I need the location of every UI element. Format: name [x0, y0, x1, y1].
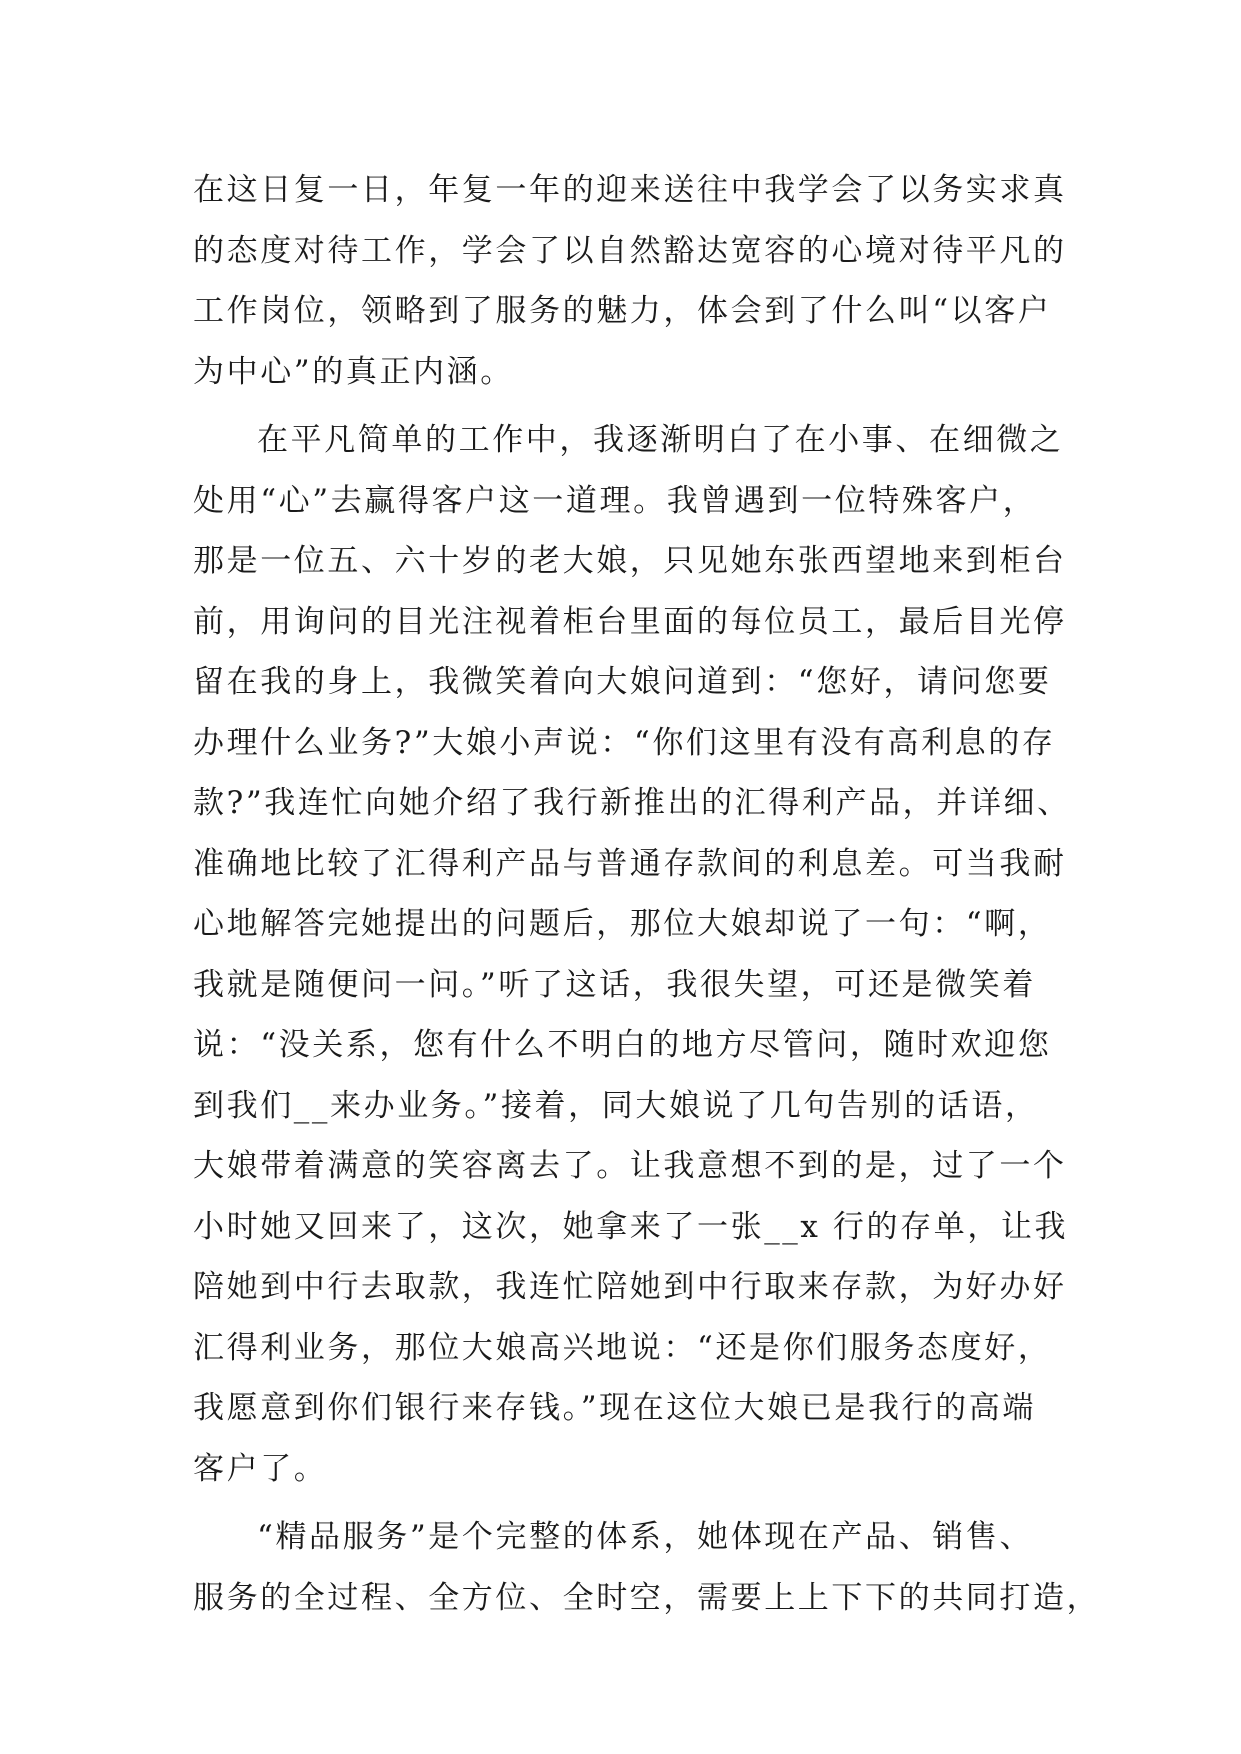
text-line: 在这日复一日，年复一年的迎来送往中我学会了以务实求真 — [193, 172, 1067, 208]
text-line: 小时她又回来了，这次，她拿来了一张__x 行的存单，让我 — [193, 1208, 1069, 1245]
text-line: 那是一位五、六十岁的老大娘，只见她东张西望地来到柜台 — [193, 543, 1067, 579]
body-text — [193, 160, 1101, 1628]
text-line: 工作岗位，领略到了服务的魅力，体会到了什么叫“以客户 — [193, 293, 1052, 329]
paragraph-gap — [193, 402, 1073, 410]
paragraph-gap — [193, 1499, 1073, 1507]
text-line: 留在我的身上，我微笑着向大娘问道到：“您好，请问您要 — [193, 664, 1052, 700]
text-line: 说：“没关系，您有什么不明白的地方尽管问，随时欢迎您 — [193, 1027, 1052, 1063]
text-line: 陪她到中行去取款，我连忙陪她到中行取来存款，为好办好 — [193, 1269, 1067, 1305]
text-line: 的态度对待工作，学会了以自然豁达宽容的心境对待平凡的 — [193, 232, 1067, 269]
text-line: 汇得利业务，那位大娘高兴地说：“还是你们服务态度好， — [193, 1329, 1052, 1366]
paragraph-3 — [193, 1507, 1101, 1628]
text-line: 在平凡简单的工作中，我逐渐明白了在小事、在细微之 — [257, 422, 1064, 458]
text-line: 我愿意到你们银行来存钱。”现在这位大娘已是我行的高端 — [193, 1390, 1036, 1426]
text-line: 为中心”的真正内涵。 — [193, 353, 514, 390]
text-line: 处用“心”去赢得客户这一道理。我曾遇到一位特殊客户， — [193, 482, 1037, 519]
paragraph-2 — [193, 410, 1073, 1499]
text-line: 客户了。 — [193, 1450, 328, 1487]
text-line: 到我们__来办业务。”接着，同大娘说了几句告别的话语， — [193, 1087, 1039, 1124]
paragraph-1 — [193, 160, 1073, 402]
text-line: 心地解答完她提出的问题后，那位大娘却说了一句：“啊， — [193, 906, 1052, 942]
text-line: 我就是随便问一问。”听了这话，我很失望，可还是微笑着 — [193, 966, 1036, 1003]
text-line: 前，用询问的目光注视着柜台里面的每位员工，最后目光停 — [193, 603, 1067, 640]
text-line: “精品服务”是个完整的体系，她体现在产品、销售、 — [257, 1519, 1034, 1555]
text-line: 办理什么业务?”大娘小声说：“你们这里有没有高利息的存 — [193, 724, 1056, 761]
text-line: 款?”我连忙向她介绍了我行新推出的汇得利产品，并详细、 — [193, 785, 1071, 821]
text-line: 服务的全过程、全方位、全时空，需要上上下下的共同打造， — [193, 1579, 1101, 1616]
text-line: 准确地比较了汇得利产品与普通存款间的利息差。可当我耐 — [193, 845, 1067, 882]
text-line: 大娘带着满意的笑容离去了。让我意想不到的是，过了一个 — [193, 1148, 1067, 1184]
